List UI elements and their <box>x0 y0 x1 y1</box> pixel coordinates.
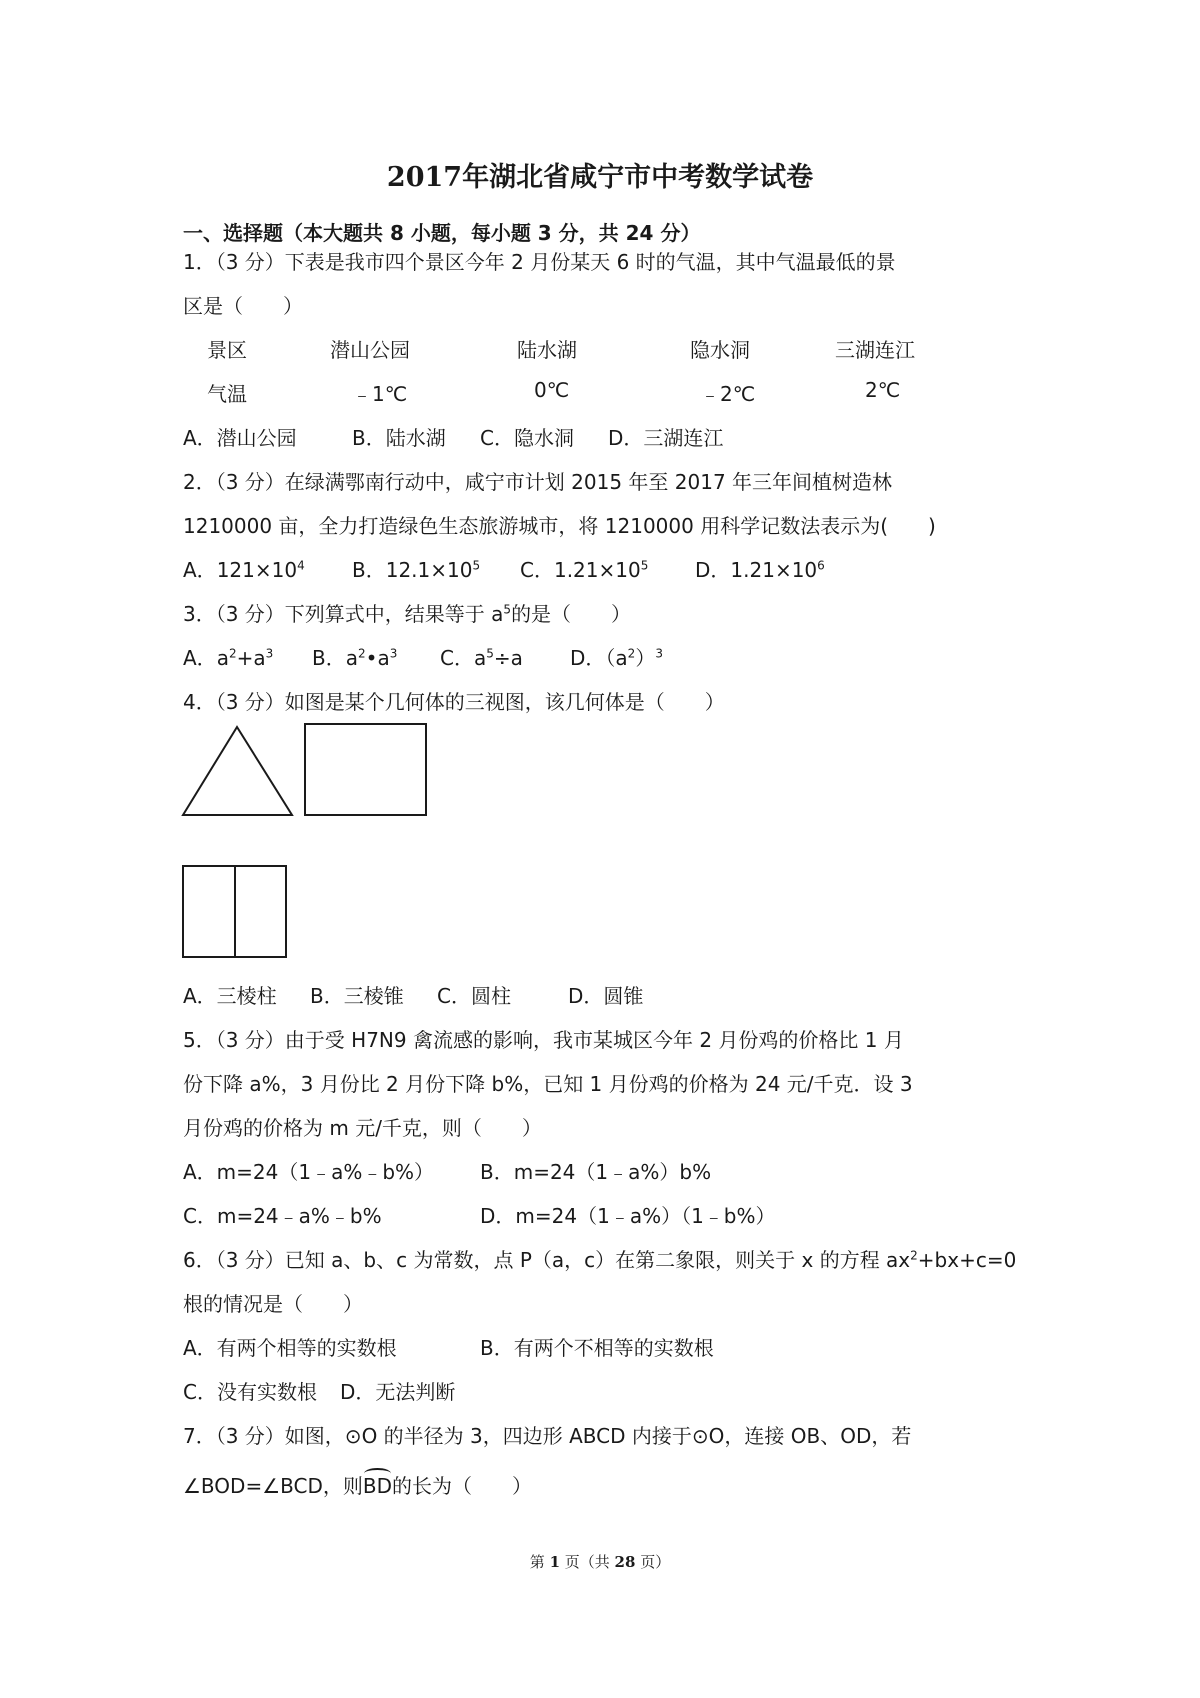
q1-table-row-3: ﹣2℃ <box>700 382 756 406</box>
q5-stem-line2: 份下降 a%，3 月份比 2 月份下降 b%，已知 1 月份鸡的价格为 24 元/千克．设 3 <box>183 1072 913 1096</box>
q5-option-d: D．m=24（1﹣a%）（1﹣b%） <box>480 1204 776 1228</box>
q3-stem: 3．（3 分）下列算式中，结果等于 $a^5$的是（ ） <box>183 602 632 626</box>
q1-table-row-2: 0℃ <box>534 378 570 402</box>
q3-option-a: A．$a^2+a^3$ <box>183 646 274 670</box>
q1-table-header-3: 隐水洞 <box>690 338 750 362</box>
q1-table-header-2: 陆水湖 <box>517 338 577 362</box>
q1-stem-line2: 区是（ ） <box>183 294 303 318</box>
q2-stem-line1: 2．（3 分）在绿满鄂南行动中，咸宁市计划 2015 年至 2017 年三年间植树造林 <box>183 470 893 494</box>
q2-option-b: B．$12.1\times 10^5$ <box>352 558 481 582</box>
q1-table-header-4: 三湖连江 <box>835 338 915 362</box>
q6-option-a: A．有两个相等的实数根 <box>183 1336 397 1360</box>
q1-option-d: D．三湖连江 <box>608 426 724 450</box>
q1-table-row-4: 2℃ <box>865 378 901 402</box>
q2-option-c: C．$1.21\times 10^5$ <box>520 558 649 582</box>
section-heading: 一、选择题（本大题共 8 小题，每小题 3 分，共 24 分） <box>183 221 701 245</box>
q5-option-b: B．m=24（1﹣a%）b% <box>480 1160 712 1184</box>
q1-option-b: B．陆水湖 <box>352 426 446 450</box>
q4-option-b: B．三棱锥 <box>310 984 404 1008</box>
q3-option-c: C．$a^5\div a$ <box>440 646 523 670</box>
page-footer: 第 1 页（共 28 页） <box>529 1553 671 1571</box>
q4-stem: 4．（3 分）如图是某个几何体的三视图，该几何体是（ ） <box>183 690 725 714</box>
q4-option-d: D．圆锥 <box>568 984 644 1008</box>
q5-stem-line1: 5．（3 分）由于受 H7N9 禽流感的影响，我市某城区今年 2 月份鸡的价格比 1 月 <box>183 1028 904 1052</box>
q1-table-header-0: 景区 <box>207 338 247 362</box>
q6-stem-line1: 6．（3 分）已知 a、b、c 为常数，点 P（a，c）在第二象限，则关于 x 的方程 $ax^2+bx+c=0$ <box>183 1248 1017 1272</box>
q1-table-row-1: ﹣1℃ <box>352 382 408 406</box>
top-view-split-rectangle <box>181 864 289 960</box>
page-title: 2017年湖北省咸宁市中考数学试卷 <box>386 162 814 193</box>
q6-option-d: D．无法判断 <box>340 1380 456 1404</box>
q4-option-c: C．圆柱 <box>437 984 511 1008</box>
q3-option-d: D．$(a^2)^3$ <box>570 646 663 670</box>
q5-stem-line3: 月份鸡的价格为 m 元/千克，则（ ） <box>183 1116 542 1140</box>
q2-stem-line2: 1210000 亩，全力打造绿色生态旅游城市，将 1210000 用科学记数法表示为( ) <box>183 514 936 538</box>
q6-stem-line2: 根的情况是（ ） <box>183 1292 363 1316</box>
q1-table-header-1: 潜山公园 <box>330 338 410 362</box>
arc-bd: BD <box>363 1470 392 1498</box>
q2-option-d: D．$1.21\times 10^6$ <box>695 558 825 582</box>
q1-stem-line1: 1．（3 分）下表是我市四个景区今年 2 月份某天 6 时的气温，其中气温最低的景 <box>183 250 896 274</box>
q1-table-row-0: 气温 <box>207 382 247 406</box>
q3-option-b: B．$a^2•a^3$ <box>312 646 398 670</box>
front-view-triangle <box>180 722 296 818</box>
q1-option-c: C．隐水洞 <box>480 426 574 450</box>
side-view-rectangle <box>303 722 429 818</box>
q4-option-a: A．三棱柱 <box>183 984 277 1008</box>
q5-option-a: A．m=24（1﹣a%﹣b%） <box>183 1160 435 1184</box>
q2-option-a: A．$121\times 10^4$ <box>183 558 305 582</box>
q7-stem-line1: 7．（3 分）如图，⊙O 的半径为 3，四边形 ABCD 内接于⊙O，连接 OB、OD，若 <box>183 1424 912 1448</box>
q6-option-b: B．有两个不相等的实数根 <box>480 1336 714 1360</box>
q1-option-a: A．潜山公园 <box>183 426 297 450</box>
q5-option-c: C．m=24﹣a%﹣b% <box>183 1204 382 1228</box>
q7-stem-line2: ∠BOD=∠BCD，则BD的长为（ ） <box>183 1470 532 1499</box>
q6-option-c: C．没有实数根 <box>183 1380 317 1404</box>
